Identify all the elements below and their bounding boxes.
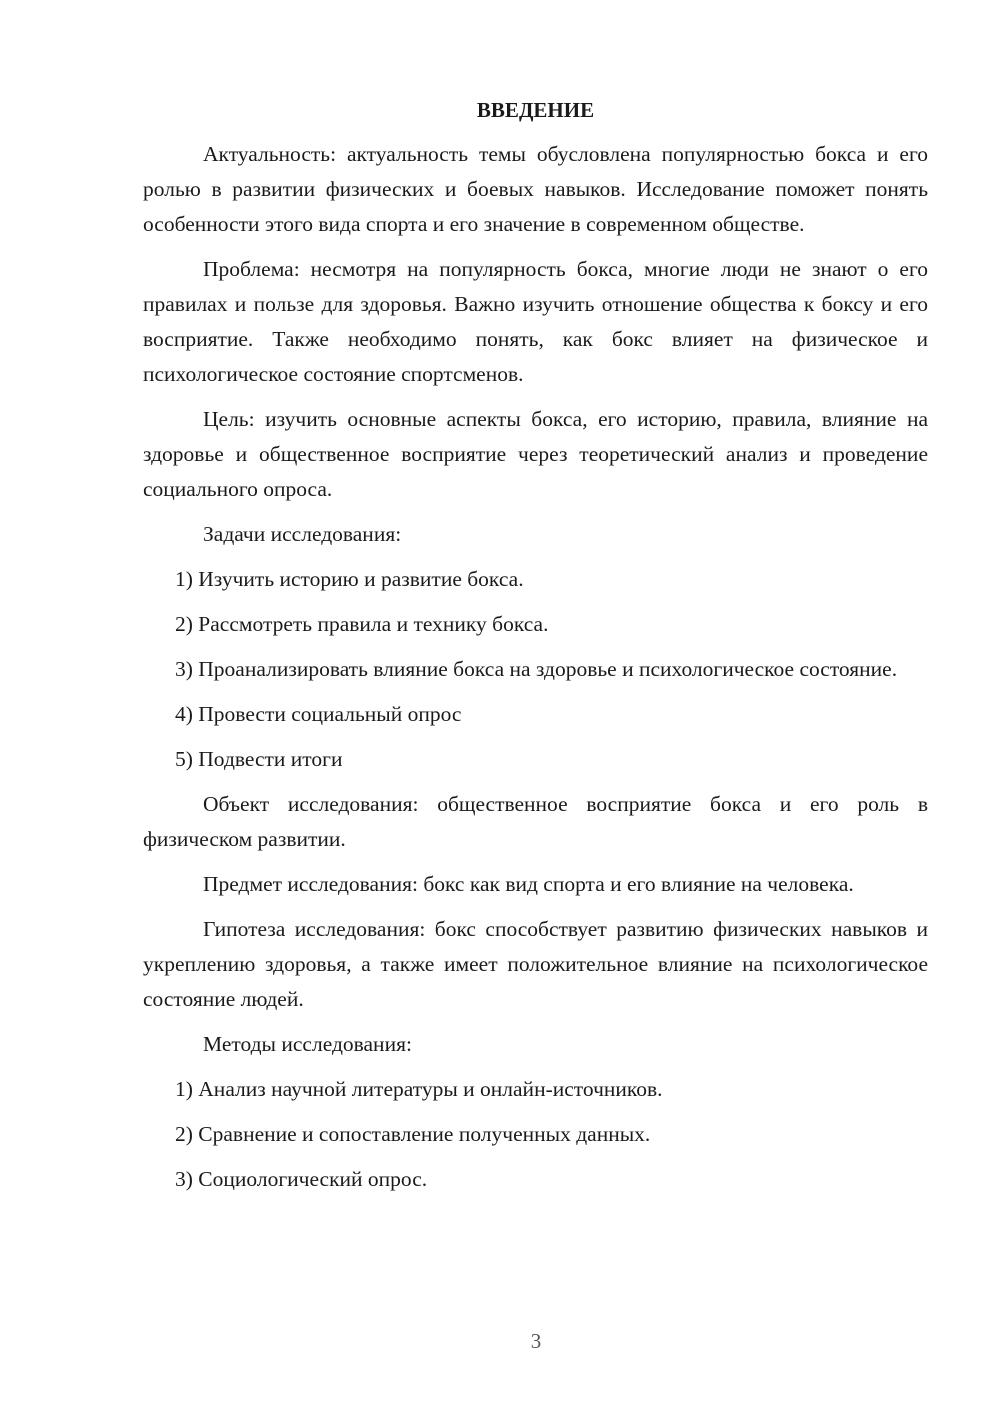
tasks-title: Задачи исследования: [203, 522, 402, 546]
methods-title: Методы исследования: [203, 1032, 412, 1056]
hypothesis-paragraph: Гипотеза исследования: бокс способствует развитию физических навыков и укреплению здоровья, а также имеет положительное влияние на психологическое состояние людей. [143, 917, 928, 1011]
goal-paragraph: Цель: изучить основные аспекты бокса, его историю, правила, влияние на здоровье и общественное восприятие через теоретический анализ и проведение социального опроса. [143, 407, 928, 501]
section-heading: ВВЕДЕНИЕ [476, 98, 595, 122]
list-item: 5) Подвести итоги [175, 747, 343, 771]
page-number: 3 [530, 1329, 542, 1353]
relevance-paragraph: Актуальность: актуальность темы обусловлена популярностью бокса и его ролью в развитии физических и боевых навыков. Исследование поможет понять особенности этого вида спорта и его значение в современном обществе. [143, 142, 928, 236]
object-paragraph: Объект исследования: общественное восприятие бокса и его роль в физическом развитии. [143, 792, 928, 851]
subject-paragraph: Предмет исследования: бокс как вид спорта и его влияние на человека. [203, 872, 854, 896]
list-item: 1) Изучить историю и развитие бокса. [175, 567, 524, 591]
problem-paragraph: Проблема: несмотря на популярность бокса, многие люди не знают о его правилах и пользе для здоровья. Важно изучить отношение общества к боксу и его восприятие. Также необходимо понять, как бокс влияет на физическое и психологическое состояние спортсменов. [143, 257, 928, 386]
list-item: 4) Провести социальный опрос [175, 702, 462, 726]
document-page [143, 93, 928, 1207]
tasks-list [143, 562, 928, 777]
list-item: 2) Рассмотреть правила и технику бокса. [175, 612, 549, 636]
list-item: 1) Анализ научной литературы и онлайн-источников. [175, 1077, 663, 1101]
list-item: 2) Сравнение и сопоставление полученных данных. [175, 1122, 651, 1146]
list-item: 3) Социологический опрос. [175, 1167, 428, 1191]
list-item: 3) Проанализировать влияние бокса на здоровье и психологическое состояние. [175, 657, 898, 681]
methods-list [143, 1072, 928, 1197]
